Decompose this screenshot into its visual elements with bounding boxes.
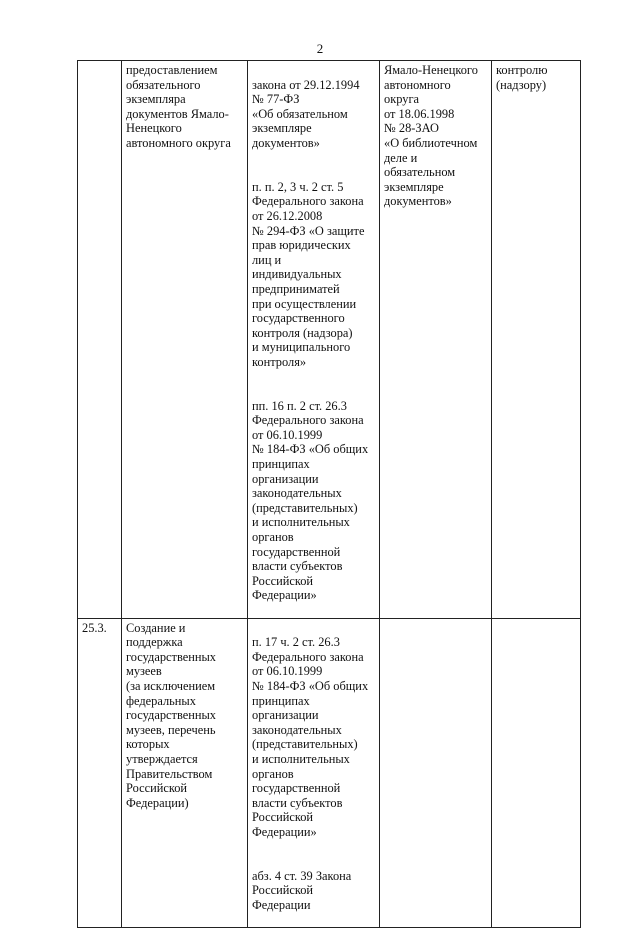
federal-basis-paragraph: закона от 29.12.1994 № 77-ФЗ «Об обязательном экземпляре документов» <box>252 77 360 150</box>
authority-name-cell: Создание и поддержка государственных музеев (за исключением федеральных государственных музеев, перечень которых утверждается Правительством Российской Федерации) <box>122 618 248 927</box>
table-row <box>78 61 581 619</box>
regional-basis-cell: Ямало-Ненецкого автономного округа от 18.06.1998 № 28-ЗАО «О библиотечном деле и обязательном экземпляре документов» <box>380 61 492 619</box>
legal-basis-table <box>77 60 581 928</box>
federal-basis-paragraph: п. п. 2, 3 ч. 2 ст. 5 Федерального закона от 26.12.2008 № 294-ФЗ «О защите прав юридических лиц и индивидуальных предприниматей при осуществлении государственного контроля (надзора) и муниципального контроля» <box>252 179 365 369</box>
page-number: 2 <box>316 41 324 56</box>
row-number-cell: 25.3. <box>78 618 122 927</box>
federal-basis-paragraph: п. 17 ч. 2 ст. 26.3 Федерального закона от 06.10.1999 № 184-ФЗ «Об общих принципах организации законодательных (представительных) и исполнительных органов государственной власти субъектов Российской Федерации» <box>252 635 369 839</box>
authority-name-cell: предоставлением обязательного экземпляра документов Ямало- Ненецкого автономного округа <box>122 61 248 619</box>
note-cell: контролю (надзору) <box>492 61 581 619</box>
table-row <box>78 618 581 927</box>
federal-basis-paragraph: пп. 16 п. 2 ст. 26.3 Федерального закона от 06.10.1999 № 184-ФЗ «Об общих принципах организации законодательных (представительных) и исполнительных органов государственной власти субъектов Российской Федерации» <box>252 398 369 603</box>
federal-basis-cell <box>248 61 380 619</box>
federal-basis-cell <box>248 618 380 927</box>
regional-basis-cell <box>380 618 492 927</box>
note-cell <box>492 618 581 927</box>
row-number-cell <box>78 61 122 619</box>
federal-basis-paragraph: абз. 4 ст. 39 Закона Российской Федерации <box>252 868 352 912</box>
